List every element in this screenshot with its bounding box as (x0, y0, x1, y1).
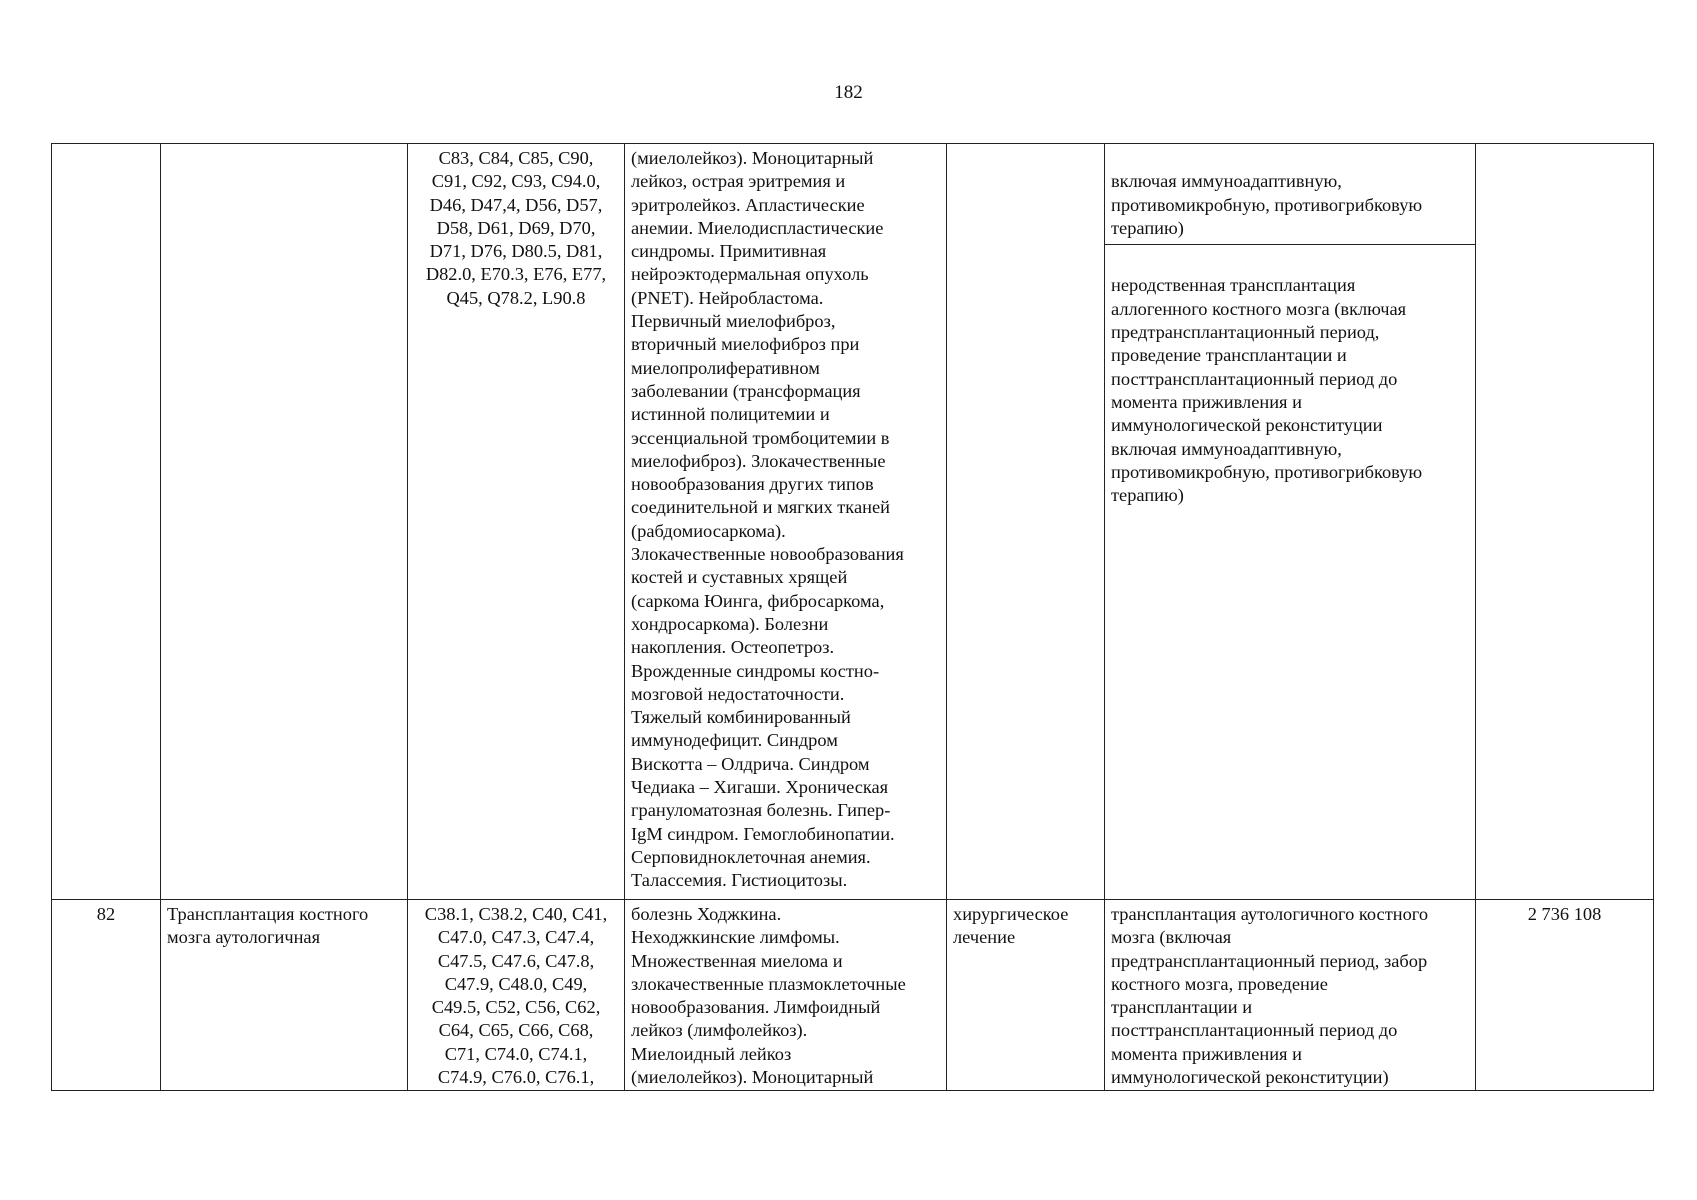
diagnosis-cell: болезнь Ходжкина. Неходжкинские лимфомы. Множественная миелома и злокачественные плазмоклеточные новообразования. Лимфоидный лейкоз (лимфолейкоз). Миелоидный лейкоз (миелолейкоз). Моноцитарный (625, 900, 947, 1091)
service-name-cell (161, 144, 408, 900)
treatment-method-cell (1105, 144, 1476, 900)
treatment-method-continued: включая иммуноадаптивную, противомикробную, противогрибковую терапию) (1105, 167, 1475, 245)
cost-cell (1476, 144, 1654, 900)
icd-codes-cell: C83, C84, C85, C90, C91, C92, C93, C94.0, D46, D47,4, D56, D57, D58, D61, D69, D70, D71, D76, D80.5, D81, D82.0, E70.3, E76, E77, Q45, Q78.2, L90.8 (408, 144, 625, 900)
service-name-cell: Трансплантация костного мозга аутологичная (161, 900, 408, 1091)
table-row (52, 144, 1654, 900)
treatment-type-cell: хирургическое лечение (947, 900, 1105, 1091)
treatment-method-unrelated-transplant: неродственная трансплантация аллогенного костного мозга (включая предтрансплантационный период, проведение трансплантации и посттрансплантационный период до момента приживления и иммунологической реконституции включая иммуноадаптивную, противомикробную, противогрибковую терапию) (1111, 275, 1423, 506)
row-number-cell: 82 (52, 900, 161, 1091)
cost-cell: 2 736 108 (1476, 900, 1654, 1091)
icd-codes-cell: C38.1, C38.2, C40, C41, C47.0, C47.3, C47.4, C47.5, C47.6, C47.8, C47.9, C48.0, C49, C49.5, C52, C56, C62, C64, C65, C66, C68, C71, C74.0, C74.1, C74.9, C76.0, C76.1, (408, 900, 625, 1091)
page-number: 182 (834, 82, 863, 103)
table-row (52, 900, 1654, 1091)
row-number-cell (52, 144, 161, 900)
treatment-method-cell: трансплантация аутологичного костного мозга (включая предтрансплантационный период, забор костного мозга, проведение трансплантации и посттрансплантационный период до момента приживления и иммунологической реконституции) (1105, 900, 1476, 1091)
treatment-type-cell (947, 144, 1105, 900)
medical-services-table (51, 143, 1654, 1091)
diagnosis-cell: (миелолейкоз). Моноцитарный лейкоз, острая эритремия и эритролейкоз. Апластические анемии. Миелодиспластические синдромы. Примитивная нейроэктодермальная опухоль (PNET). Нейробластома. Первичный миелофиброз, вторичный миелофиброз при миелопролиферативном заболевании (трансформация истинной полицитемии и эссенциальной тромбоцитемии в миелофиброз). Злокачественные новообразования других типов соединительной и мягких тканей (рабдомиосаркома). Злокачественные новообразования костей и суставных хрящей (саркома Юинга, фибросаркома, хондросаркома). Болезни накопления. Остеопетроз. Врожденные синдромы костно- мозговой недостаточности. Тяжелый комбинированный иммунодефицит. Синдром Вискотта – Олдрича. Синдром Чедиака – Хигаши. Хроническая грануломатозная болезнь. Гипер- IgM синдром. Гемоглобинопатии. Серповидноклеточная анемия. Талассемия. Гистиоцитозы. (625, 144, 947, 900)
